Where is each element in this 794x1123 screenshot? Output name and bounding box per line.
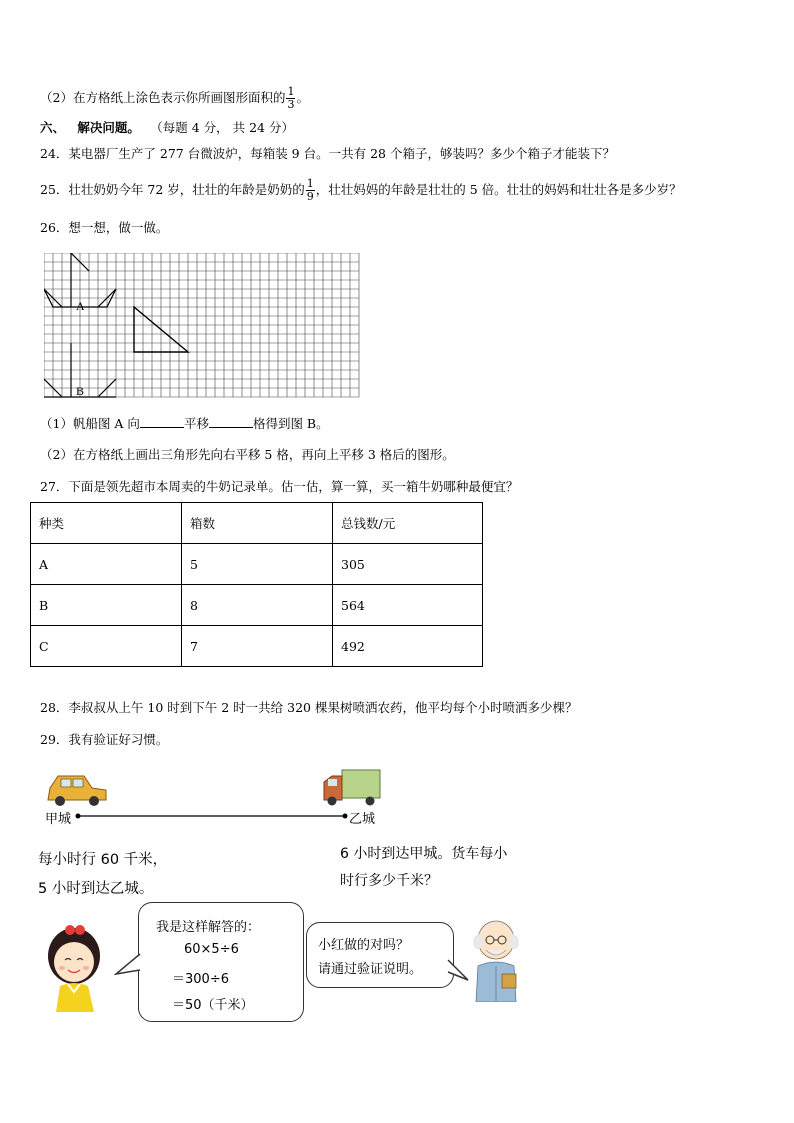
fraction-numerator: 1 [306, 177, 314, 190]
grandpa-bubble-line2: 请通过验证说明。 [318, 962, 423, 977]
question-25 [40, 178, 682, 203]
table-cell: 5 [182, 544, 333, 585]
table-cell: C [31, 626, 182, 667]
q26-sub1-part-a: （1）帆船图 A 向 [40, 416, 140, 431]
question-28: 28．李叔叔从上午 10 时到下午 2 时一共给 320 棵果树喷洒农药，他平均每个小时喷洒多少棵？ [40, 700, 578, 715]
section-6-points: （每题 4 分， 共 24 分） [150, 120, 294, 135]
table-header-row [31, 503, 483, 544]
q26-sub1 [40, 415, 329, 432]
fraction-one-ninth [306, 178, 315, 203]
question-26-title: 26．想一想，做一做。 [40, 220, 169, 235]
milk-sales-table [30, 502, 483, 667]
truck-info-line2: 时行多少千米？ [340, 873, 438, 889]
girl-bubble-line1: 我是这样解答的： [156, 920, 261, 935]
q25-before: 25．壮壮奶奶今年 72 岁，壮壮的年龄是奶奶的 [40, 182, 305, 197]
label-a: A [76, 299, 85, 313]
girl-bubble-line2: 60×5÷6 [184, 942, 239, 957]
table-cell: B [31, 585, 182, 626]
table-cell: 305 [333, 544, 483, 585]
girl-bubble-line3: ＝300÷6 [172, 972, 229, 987]
city-a-label: 甲城 [45, 812, 72, 827]
grid-paper [44, 253, 364, 398]
answer-blank-direction[interactable] [140, 415, 184, 428]
section-6-title: 解决问题。 [77, 120, 140, 135]
question-24: 24．某电器厂生产了 277 台微波炉，每箱装 9 台。一共有 28 个箱子，够装吗？多少个箱子才能装下？ [40, 146, 615, 161]
city-b-label: 乙城 [349, 812, 376, 827]
car-icon [48, 776, 106, 806]
table-row [31, 585, 483, 626]
q26-sub2: （2）在方格纸上画出三角形先向右平移 5 格，再向上平移 3 格后的图形。 [40, 447, 455, 462]
grandpa-speech-bubble [306, 922, 454, 988]
car-info-line1: 每小时行 60 千米， [38, 852, 168, 868]
table-cell: 8 [182, 585, 333, 626]
fraction-one-third [286, 86, 295, 111]
question-29-title: 29．我有验证好习惯。 [40, 732, 169, 747]
q-part2-line [40, 86, 309, 111]
grandpa-bubble-line1: 小红做的对吗？ [318, 938, 410, 953]
grandpa-avatar [466, 918, 528, 1002]
table-header-cell: 箱数 [182, 503, 333, 544]
section-6-label: 六、 [40, 120, 66, 135]
girl-avatar [34, 918, 118, 1012]
road-diagram [40, 768, 400, 830]
label-b: B [76, 384, 85, 398]
q26-sub1-part-b: 平移 [183, 416, 209, 431]
answer-blank-cells[interactable] [209, 415, 253, 428]
city-a-point [76, 814, 81, 819]
q26-sub1-part-c: 格得到图 B。 [252, 416, 329, 431]
q-part2-text: （2）在方格纸上涂色表示你所画图形面积的 [40, 90, 286, 105]
table-header-cell: 种类 [31, 503, 182, 544]
table-row [31, 544, 483, 585]
section-6-heading [40, 120, 294, 136]
girl-bubble-line4: ＝50（千米） [172, 998, 254, 1013]
fraction-denominator: 9 [306, 190, 314, 203]
truck-info-line1: 6 小时到达甲城。货车每小 [340, 846, 508, 862]
car-info-line2: 5 小时到达乙城。 [38, 881, 154, 897]
table-row [31, 626, 483, 667]
table-cell: 492 [333, 626, 483, 667]
city-b-point [343, 814, 348, 819]
table-cell: 564 [333, 585, 483, 626]
table-cell: 7 [182, 626, 333, 667]
question-27-title: 27．下面是领先超市本周卖的牛奶记录单。估一估，算一算，买一箱牛奶哪种最便宜？ [40, 479, 519, 494]
truck-icon [324, 770, 380, 806]
grid-lines [44, 253, 359, 397]
fraction-denominator: 3 [287, 98, 295, 111]
fraction-numerator: 1 [287, 85, 295, 98]
table-header-cell: 总钱数/元 [333, 503, 483, 544]
q25-after: ，壮壮妈妈的年龄是壮壮的 5 倍。壮壮的妈妈和壮壮各是多少岁？ [315, 182, 682, 197]
table-cell: A [31, 544, 182, 585]
girl-bubble-tail [112, 950, 142, 980]
q-part2-end: 。 [296, 90, 309, 105]
